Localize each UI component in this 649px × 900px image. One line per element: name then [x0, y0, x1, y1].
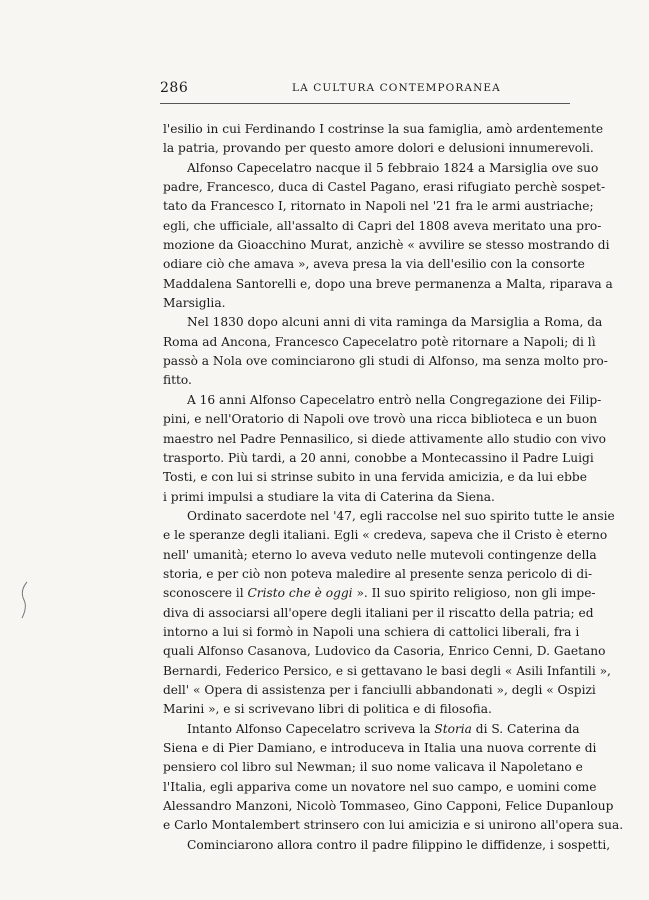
text-segment: di S. Caterina da	[471, 721, 580, 736]
text-line	[163, 507, 615, 526]
text-line	[163, 836, 611, 855]
text-segment: Nel 1830 dopo alcuni anni di vita raminga da Marsiglia a Roma, da	[187, 315, 603, 330]
text-line	[163, 720, 580, 739]
text-segment: fitto.	[163, 373, 192, 388]
text-segment: tato da Francesco I, ritornato in Napoli nel '21 fra le armi austriache;	[163, 199, 594, 214]
text-segment: l'Italia, egli appariva come un novatore nel suo campo, e uomini come	[163, 779, 597, 794]
text-segment: diva di associarsi all'opere degli italiani per il riscatto della patria; ed	[163, 605, 594, 620]
text-segment: nell' umanità; eterno lo aveva veduto nelle mutevoli contingenze della	[163, 547, 597, 562]
text-segment: Bernardi, Federico Persico, e si gettavano le basi degli « Asili Infantili »,	[163, 663, 611, 678]
text-segment: Roma ad Ancona, Francesco Capecelatro potè ritornare a Napoli; di lì	[163, 334, 596, 349]
text-segment: egli, che ufficiale, all'assalto di Capri del 1808 aveva meritato una pro-	[163, 218, 602, 233]
text-line	[163, 604, 594, 623]
body-text	[163, 120, 624, 855]
text-line	[163, 391, 602, 410]
text-segment: storia, e per ciò non poteva maledire al presente senza pericolo di di-	[163, 566, 593, 581]
text-segment: Alessandro Manzoni, Nicolò Tommaseo, Gino Capponi, Felice Dupanloup	[163, 799, 614, 814]
text-segment: e le speranze degli italiani. Egli « credeva, sapeva che il Cristo è eterno	[163, 528, 608, 543]
text-segment: odiare ciò che amava », aveva presa la via dell'esilio con la consorte	[163, 257, 585, 272]
text-segment: i primi impulsi a studiare la vita di Caterina da Siena.	[163, 489, 495, 504]
text-line	[163, 662, 611, 681]
text-segment: Marini », e si scrivevano libri di politica e di filosofia.	[163, 702, 492, 717]
margin-pencil-mark	[18, 580, 32, 620]
header-rule	[160, 103, 570, 104]
text-line	[163, 449, 594, 468]
text-segment: trasporto. Più tardi, a 20 anni, conobbe a Montecassino il Padre Luigi	[163, 450, 594, 465]
page-header	[160, 80, 570, 100]
text-line	[163, 197, 594, 216]
text-segment: Intanto Alfonso Capecelatro scriveva la	[187, 721, 435, 736]
text-segment: Maddalena Santorelli e, dopo una breve permanenza a Malta, riparava a	[163, 276, 613, 291]
running-title: LA CULTURA CONTEMPORANEA	[292, 82, 501, 94]
text-line	[163, 565, 593, 584]
text-segment: padre, Francesco, duca di Castel Pagano, erasi rifugiato perchè sospet-	[163, 180, 606, 195]
text-segment: Ordinato sacerdote nel '47, egli raccolse nel suo spirito tutte le ansie	[187, 508, 615, 523]
text-line	[163, 700, 570, 719]
text-line	[163, 623, 580, 642]
text-line	[163, 526, 608, 545]
italic-text: Cristo che è oggi	[247, 586, 353, 601]
text-line	[163, 642, 606, 661]
text-segment: e Carlo Montalembert strinsero con lui amicizia e si unirono all'opera sua.	[163, 818, 624, 833]
text-segment: ». Il suo spirito religioso, non gli impe-	[352, 586, 596, 601]
text-segment: l'esilio in cui Ferdinando I costrinse la sua famiglia, amò ardentemente	[163, 122, 604, 136]
text-line	[163, 255, 585, 274]
text-line	[163, 236, 610, 255]
text-segment: quali Alfonso Casanova, Ludovico da Casoria, Enrico Cenni, D. Gaetano	[163, 644, 606, 659]
text-line	[163, 120, 604, 139]
text-segment: pini, e nell'Oratorio di Napoli ove trovò una ricca biblioteca e un buon	[163, 412, 598, 427]
text-line	[163, 681, 596, 700]
text-line	[163, 739, 597, 758]
text-line	[163, 430, 606, 449]
text-line	[163, 275, 613, 294]
text-line	[163, 352, 608, 371]
text-line	[163, 139, 594, 158]
text-line	[163, 313, 603, 332]
text-line	[163, 816, 624, 835]
text-line	[163, 488, 570, 507]
text-line	[163, 584, 596, 603]
text-line	[163, 468, 587, 487]
text-line	[163, 797, 614, 816]
text-segment: Tosti, e con lui si strinse subito in una fervida amicizia, e da lui ebbe	[163, 470, 587, 485]
text-segment: mozione da Gioacchino Murat, anzichè « avvilire se stesso mostrando di	[163, 238, 610, 253]
text-segment: Siena e di Pier Damiano, e introduceva in Italia una nuova corrente di	[163, 741, 597, 755]
text-line	[163, 333, 596, 352]
page-number: 286	[160, 80, 189, 96]
text-line	[163, 758, 583, 777]
text-segment: Cominciarono allora contro il padre filippino le diffidenze, i sospetti,	[187, 837, 611, 852]
text-segment: dell' « Opera di assistenza per i fanciulli abbandonati », degli « Ospizi	[163, 682, 596, 697]
text-line	[163, 410, 598, 429]
text-segment: passò a Nola ove cominciarono gli studi di Alfonso, ma senza molto pro-	[163, 354, 608, 369]
text-line	[163, 546, 597, 565]
text-segment: maestro nel Padre Pennasilico, si diede attivamente allo studio con vivo	[163, 431, 606, 446]
text-segment: la patria, provando per questo amore dolori e delusioni innumerevoli.	[163, 141, 594, 156]
text-segment: Alfonso Capecelatro nacque il 5 febbraio 1824 a Marsiglia ove suo	[187, 160, 599, 175]
text-segment: sconoscere il	[163, 586, 248, 601]
text-segment: A 16 anni Alfonso Capecelatro entrò nella Congregazione dei Filip-	[187, 392, 602, 407]
italic-text: Storia	[434, 721, 472, 736]
text-line	[163, 778, 597, 797]
text-segment: Marsiglia.	[163, 296, 226, 311]
text-line	[163, 371, 570, 390]
text-line	[163, 159, 599, 178]
text-line	[163, 217, 602, 236]
text-segment: pensiero col libro sul Newman; il suo nome valicava il Napoletano e	[163, 760, 583, 775]
text-segment: intorno a lui si formò in Napoli una schiera di cattolici liberali, fra i	[163, 624, 580, 639]
text-line	[163, 294, 570, 313]
text-line	[163, 178, 606, 197]
